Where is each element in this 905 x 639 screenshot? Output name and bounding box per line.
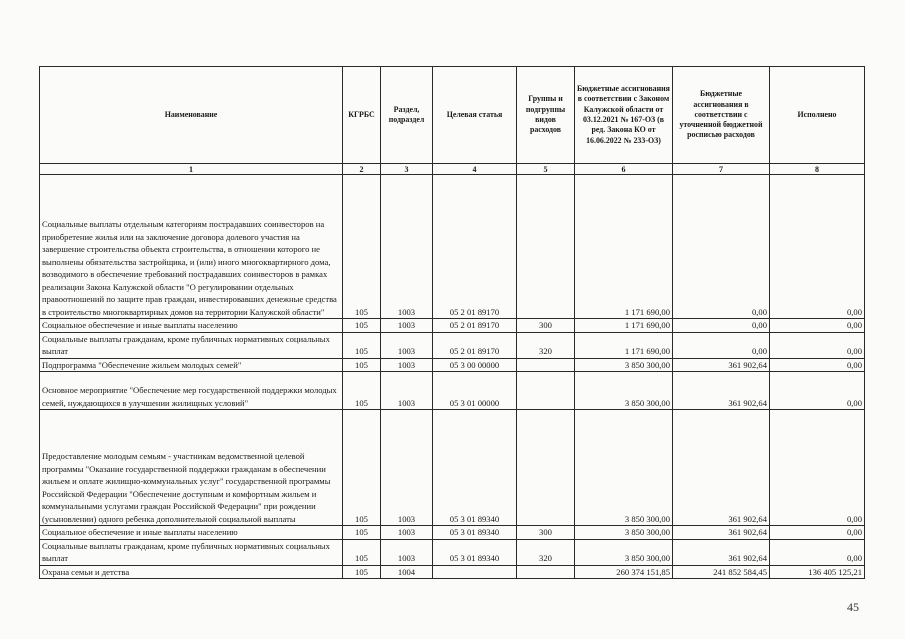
row-name: Подпрограмма "Обеспечение жильем молодых семей" (40, 358, 343, 372)
row-name: Социальное обеспечение и иные выплаты населению (40, 319, 343, 333)
row-executed: 0,00 (770, 539, 865, 565)
row-group (517, 358, 575, 372)
row-kgrbs: 105 (343, 526, 381, 540)
row-target: 05 2 01 89170 (433, 332, 517, 358)
column-number: 7 (673, 164, 770, 175)
header-name: Наименование (40, 67, 343, 164)
row-law: 3 850 300,00 (575, 539, 673, 565)
row-law: 3 850 300,00 (575, 372, 673, 410)
column-numbers-row (40, 164, 865, 175)
column-number: 3 (381, 164, 433, 175)
row-group (517, 372, 575, 410)
row-target: 05 3 01 89340 (433, 526, 517, 540)
table-row (40, 358, 865, 372)
row-section: 1003 (381, 175, 433, 319)
row-name: Социальные выплаты отдельным категориям пострадавших соинвесторов на приобретение жилья или на заключение договора долевого участия на завершение строительства объекта строительства, в отношении которого не выполнены обязательства застройщика, и (или) иного многоквартирного дома, возводимого в обеспечение требований пострадавших соинвесторов в рамках реализации Закона Калужской области "О регулировании отдельных правоотношений по защите прав граждан, инвестировавших денежные средства в строительство многоквартирных домов на территории Калужской области" (40, 175, 343, 319)
row-executed: 0,00 (770, 175, 865, 319)
row-section: 1003 (381, 372, 433, 410)
column-number: 8 (770, 164, 865, 175)
row-law: 1 171 690,00 (575, 319, 673, 333)
column-number: 1 (40, 164, 343, 175)
table-row (40, 539, 865, 565)
row-group (517, 410, 575, 526)
row-law: 1 171 690,00 (575, 332, 673, 358)
table-row (40, 319, 865, 333)
header-row (40, 67, 865, 164)
row-section: 1003 (381, 526, 433, 540)
table-row (40, 175, 865, 319)
table-row (40, 372, 865, 410)
column-number: 2 (343, 164, 381, 175)
row-executed: 0,00 (770, 358, 865, 372)
row-executed: 0,00 (770, 526, 865, 540)
row-executed: 136 405 125,21 (770, 565, 865, 579)
row-target: 05 3 01 00000 (433, 372, 517, 410)
row-target (433, 565, 517, 579)
row-section: 1003 (381, 332, 433, 358)
row-law: 1 171 690,00 (575, 175, 673, 319)
row-refined: 361 902,64 (673, 526, 770, 540)
row-law: 260 374 151,85 (575, 565, 673, 579)
row-group: 300 (517, 319, 575, 333)
header-target: Целевая статья (433, 67, 517, 164)
row-refined: 361 902,64 (673, 372, 770, 410)
row-kgrbs: 105 (343, 410, 381, 526)
row-group (517, 565, 575, 579)
row-section: 1003 (381, 410, 433, 526)
row-kgrbs: 105 (343, 539, 381, 565)
row-refined: 361 902,64 (673, 539, 770, 565)
column-number: 5 (517, 164, 575, 175)
row-refined: 361 902,64 (673, 358, 770, 372)
row-group: 320 (517, 539, 575, 565)
header-refined: Бюджетные ассигнования в соответствии с уточненной бюджетной росписью расходов (673, 67, 770, 164)
header-kgrbs: КГРБС (343, 67, 381, 164)
row-kgrbs: 105 (343, 358, 381, 372)
row-refined: 241 852 584,45 (673, 565, 770, 579)
row-target: 05 3 01 89340 (433, 410, 517, 526)
row-group: 300 (517, 526, 575, 540)
table-row (40, 565, 865, 579)
row-group (517, 175, 575, 319)
row-executed: 0,00 (770, 372, 865, 410)
row-executed: 0,00 (770, 332, 865, 358)
row-executed: 0,00 (770, 410, 865, 526)
row-name: Социальное обеспечение и иные выплаты населению (40, 526, 343, 540)
row-refined: 0,00 (673, 319, 770, 333)
row-kgrbs: 105 (343, 565, 381, 579)
row-target: 05 3 01 89340 (433, 539, 517, 565)
table-row (40, 332, 865, 358)
column-number: 6 (575, 164, 673, 175)
row-group: 320 (517, 332, 575, 358)
row-refined: 0,00 (673, 175, 770, 319)
budget-table (39, 66, 865, 579)
row-name: Охрана семьи и детства (40, 565, 343, 579)
row-section: 1003 (381, 539, 433, 565)
row-section: 1004 (381, 565, 433, 579)
row-law: 3 850 300,00 (575, 410, 673, 526)
row-target: 05 3 00 00000 (433, 358, 517, 372)
row-law: 3 850 300,00 (575, 358, 673, 372)
header-section: Раздел, подраздел (381, 67, 433, 164)
table-row (40, 526, 865, 540)
row-section: 1003 (381, 358, 433, 372)
header-executed: Исполнено (770, 67, 865, 164)
row-kgrbs: 105 (343, 175, 381, 319)
header-law: Бюджетные ассигнования в соответствии с Законом Калужской области от 03.12.2021 № 167-ОЗ (в ред. Закона КО от 16.06.2022 № 233-ОЗ) (575, 67, 673, 164)
header-groups: Группы и подгруппы видов расходов (517, 67, 575, 164)
row-refined: 0,00 (673, 332, 770, 358)
row-name: Социальные выплаты гражданам, кроме публичных нормативных социальных выплат (40, 539, 343, 565)
page-number: 45 (847, 600, 859, 614)
row-target: 05 2 01 89170 (433, 319, 517, 333)
row-executed: 0,00 (770, 319, 865, 333)
row-kgrbs: 105 (343, 332, 381, 358)
row-law: 3 850 300,00 (575, 526, 673, 540)
row-target: 05 2 01 89170 (433, 175, 517, 319)
row-section: 1003 (381, 319, 433, 333)
row-name: Предоставление молодым семьям - участникам ведомственной целевой программы "Оказание государственной поддержки гражданам в обеспечении жильем и оплате жилищно-коммунальных услуг" государственной программы Российской Федерации "Обеспечение доступным и комфортным жильем и коммунальными услугами граждан Российской Федерации" при рождении (усыновлении) одного ребенка дополнительной социальной выплаты (40, 410, 343, 526)
row-refined: 361 902,64 (673, 410, 770, 526)
table-row (40, 410, 865, 526)
row-name: Социальные выплаты гражданам, кроме публичных нормативных социальных выплат (40, 332, 343, 358)
row-name: Основное мероприятие "Обеспечение мер государственной поддержки молодых семей, нуждающихся в улучшении жилищных условий" (40, 372, 343, 410)
row-kgrbs: 105 (343, 319, 381, 333)
row-kgrbs: 105 (343, 372, 381, 410)
column-number: 4 (433, 164, 517, 175)
